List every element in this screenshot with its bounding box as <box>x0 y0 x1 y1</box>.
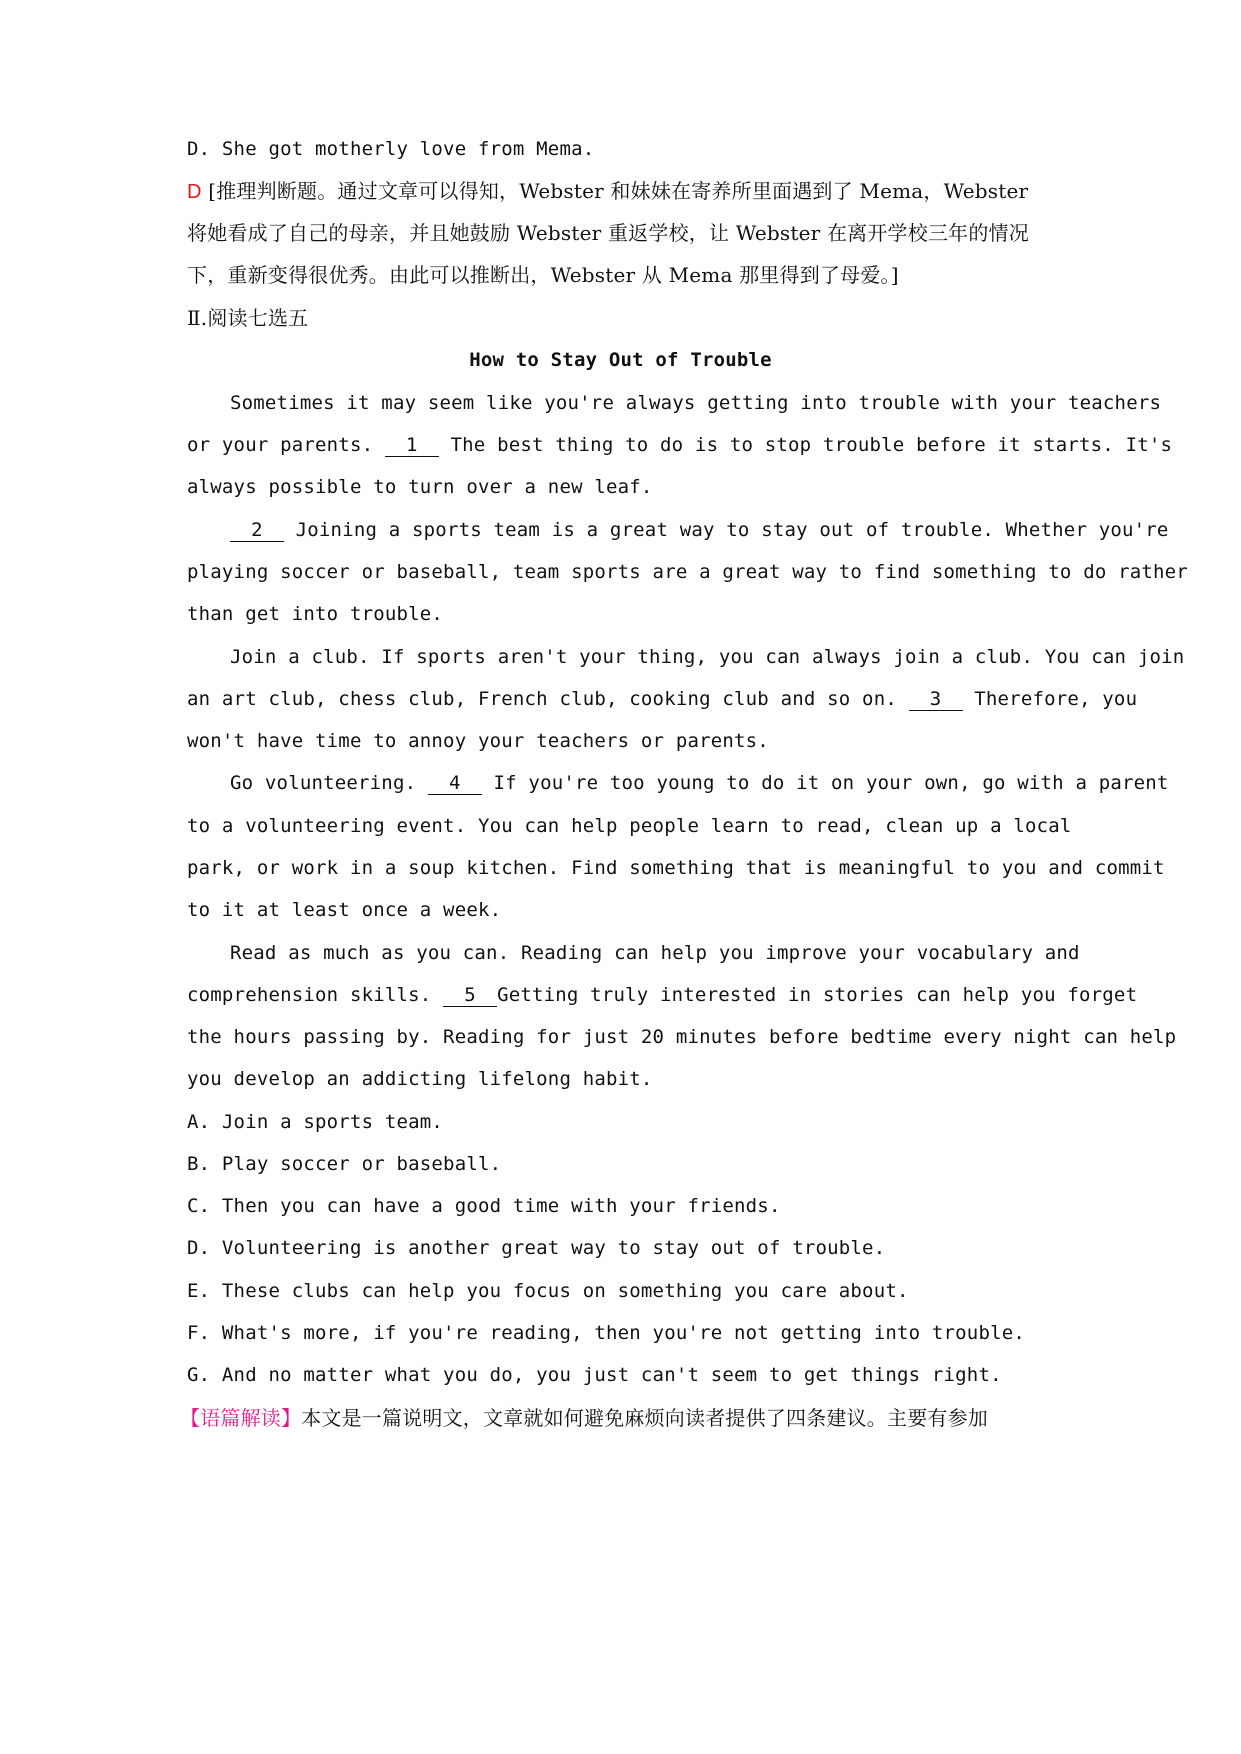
p3-line-2: an art club, chess club, French club, cooking club and so on. 3 Therefore, you <box>187 688 1138 710</box>
answer-explanation-line-1: D [推理判断题。通过文章可以得知，Webster 和妹妹在寄养所里面遇到了 Mema，Webster <box>187 179 1029 203</box>
section-heading: Ⅱ.阅读七选五 <box>187 306 309 330</box>
passage-analysis-label: 【语篇解读】 <box>180 1406 302 1430</box>
answer-explanation-line-3: 下，重新变得很优秀。由此可以推断出，Webster 从 Mema 那里得到了母爱。] <box>187 263 899 287</box>
blank-2: 2 <box>230 519 284 542</box>
option-b: B. Play soccer or baseball. <box>187 1153 502 1175</box>
p2-line-2: playing soccer or baseball, team sports are a great way to find something to do rather <box>187 561 1188 583</box>
p4-line-4: to it at least once a week. <box>187 899 502 921</box>
p5-line-2: comprehension skills. 5 Getting truly interested in stories can help you forget <box>187 984 1138 1006</box>
option-e: E. These clubs can help you focus on something you care about. <box>187 1280 909 1302</box>
blank-4: 4 <box>428 772 482 795</box>
option-d-prev: D. She got motherly love from Mema. <box>187 138 595 160</box>
p5-line-3: the hours passing by. Reading for just 20 minutes before bedtime every night can help <box>187 1026 1177 1048</box>
option-g: G. And no matter what you do, you just can't seem to get things right. <box>187 1364 1002 1386</box>
p1-line-1: Sometimes it may seem like you're always getting into trouble with your teachers <box>230 392 1162 414</box>
option-a: A. Join a sports team. <box>187 1111 444 1133</box>
p4-line-2: to a volunteering event. You can help people learn to read, clean up a local <box>187 815 1072 837</box>
passage-analysis: 【语篇解读】本文是一篇说明文，文章就如何避免麻烦向读者提供了四条建议。主要有参加 <box>180 1406 989 1430</box>
option-c: C. Then you can have a good time with your friends. <box>187 1195 781 1217</box>
p2-line-1: 2 Joining a sports team is a great way to stay out of trouble. Whether you're <box>230 517 1169 543</box>
p5-line-4: you develop an addicting lifelong habit. <box>187 1068 653 1090</box>
p5-line-1: Read as much as you can. Reading can help you improve your vocabulary and <box>230 942 1080 964</box>
blank-1: 1 <box>385 434 439 457</box>
p1-line-3: always possible to turn over a new leaf. <box>187 476 653 498</box>
answer-letter: D <box>187 181 202 203</box>
p3-line-3: won't have time to annoy your teachers or parents. <box>187 730 769 752</box>
blank-3: 3 <box>909 688 963 711</box>
p1-line-2: or your parents. 1 The best thing to do is to stop trouble before it starts. It's <box>187 434 1173 456</box>
article-title: How to Stay Out of Trouble <box>469 349 772 371</box>
answer-explanation-line-2: 将她看成了自己的母亲，并且她鼓励 Webster 重返学校，让 Webster 在离开学校三年的情况 <box>187 221 1029 245</box>
blank-5: 5 <box>443 984 497 1007</box>
p2-line-3: than get into trouble. <box>187 603 444 625</box>
p4-line-1: Go volunteering. 4 If you're too young to do it on your own, go with a parent <box>230 772 1169 794</box>
option-d: D. Volunteering is another great way to stay out of trouble. <box>187 1237 886 1259</box>
option-f: F. What's more, if you're reading, then you're not getting into trouble. <box>187 1322 1026 1344</box>
p4-line-3: park, or work in a soup kitchen. Find something that is meaningful to you and commit <box>187 857 1165 879</box>
p3-line-1: Join a club. If sports aren't your thing, you can always join a club. You can join <box>230 646 1185 668</box>
